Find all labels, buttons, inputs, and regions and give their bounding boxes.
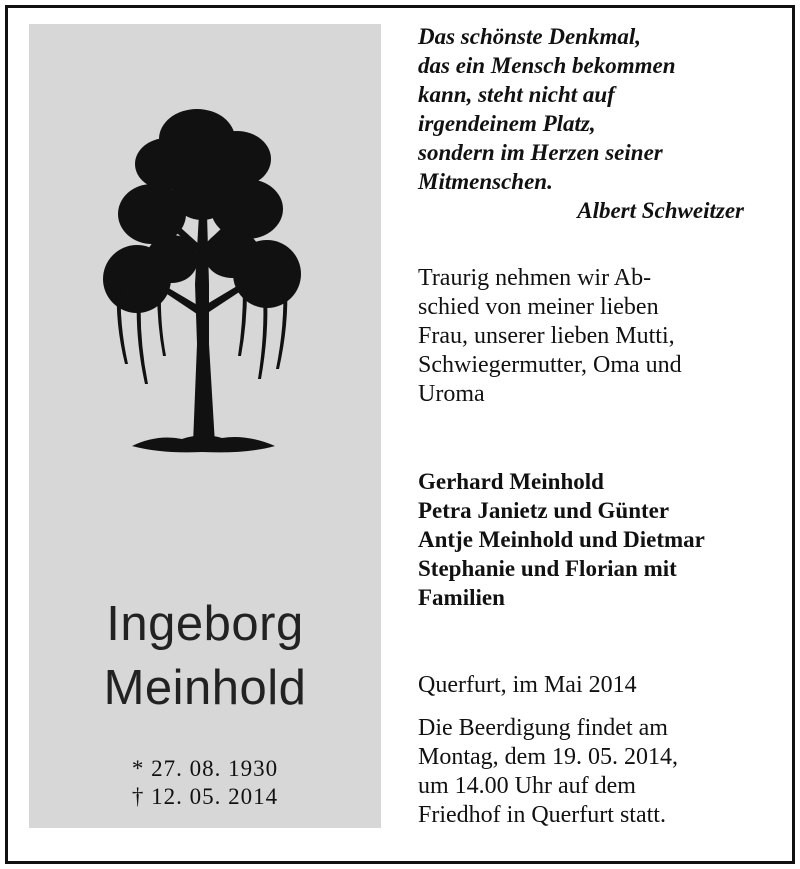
quote-line: Mitmenschen.: [418, 169, 553, 194]
mourner-line: Stephanie und Florian mit: [418, 556, 677, 581]
deceased-last-name: Meinhold: [103, 661, 307, 715]
quote-line: kann, steht nicht auf: [418, 82, 615, 107]
announcement-line: Traurig nehmen wir Ab-: [418, 265, 652, 291]
announcement-text: [418, 264, 748, 409]
funeral-line: Montag, dem 19. 05. 2014,: [418, 744, 678, 770]
funeral-line: Friedhof in Querfurt statt.: [418, 802, 666, 828]
memorial-panel: [29, 24, 381, 828]
birth-date: * 27. 08. 1930: [131, 756, 279, 781]
mourners-list: [418, 467, 758, 612]
deceased-first-name: Ingeborg: [106, 597, 304, 651]
mourner-line: Gerhard Meinhold: [418, 469, 604, 494]
funeral-notice: [418, 714, 748, 830]
quote-author: Albert Schweitzer: [577, 198, 744, 223]
place-date-text: Querfurt, im Mai 2014: [418, 672, 637, 698]
announcement-line: Schwiegermutter, Oma und: [418, 352, 682, 378]
death-date: † 12. 05. 2014: [131, 784, 279, 809]
mourner-line: Familien: [418, 585, 505, 610]
birch-tree-icon: [97, 94, 307, 464]
quote-line: Das schönste Denkmal,: [418, 24, 641, 49]
quote-line: irgendeinem Platz,: [418, 111, 596, 136]
announcement-line: Frau, unserer lieben Mutti,: [418, 323, 675, 349]
mourner-line: Antje Meinhold und Dietmar: [418, 527, 705, 552]
announcement-line: Uroma: [418, 381, 485, 407]
funeral-line: Die Beerdigung findet am: [418, 715, 668, 741]
funeral-line: um 14.00 Uhr auf dem: [418, 773, 636, 799]
place-date: [418, 671, 748, 700]
announcement-line: schied von meiner lieben: [418, 294, 659, 320]
quote-line: das ein Mensch bekommen: [418, 53, 676, 78]
quote-block: [418, 22, 758, 225]
quote-line: sondern im Herzen seiner: [418, 140, 663, 165]
mourner-line: Petra Janietz und Günter: [418, 498, 670, 523]
